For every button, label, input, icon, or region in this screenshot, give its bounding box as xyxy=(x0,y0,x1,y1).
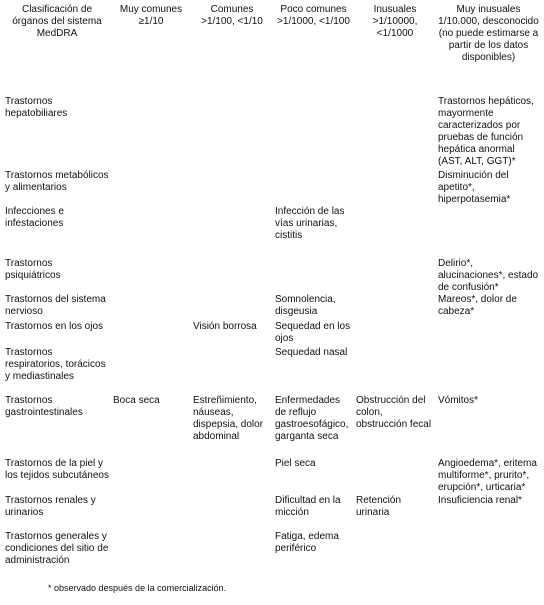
table-cell: Retención urinaria xyxy=(356,495,402,518)
header-organ-class: Clasificación de órganos del sistema MedDRA xyxy=(12,4,102,39)
table-cell xyxy=(436,531,541,571)
table-cell xyxy=(354,170,436,206)
table-cell xyxy=(111,96,191,170)
organ-class-cell: Trastornos en los ojos xyxy=(5,321,104,332)
table-cell: Trastornos hepáticos, mayormente caracterizados por pruebas de función hepática anormal (AST, ALT, GGT)* xyxy=(438,96,534,167)
organ-class-cell: Trastornos del sistema nervioso xyxy=(5,294,106,317)
table-cell xyxy=(111,531,191,571)
header-common: Comunes >1/100, <1/10 xyxy=(201,4,263,27)
table-cell xyxy=(111,347,191,395)
table-cell xyxy=(191,294,273,321)
table-cell: Visión borrosa xyxy=(193,321,257,332)
table-row xyxy=(3,531,541,571)
table-cell: Dificultad en la micción xyxy=(275,495,341,518)
table-cell xyxy=(273,96,354,170)
table-cell xyxy=(354,294,436,321)
table-cell xyxy=(354,347,436,395)
table-row xyxy=(3,206,541,258)
table-cell xyxy=(111,458,191,495)
table-cell: Vómitos* xyxy=(438,395,479,406)
table-cell xyxy=(191,170,273,206)
header-very-common: Muy comunes ≥1/10 xyxy=(119,4,183,27)
table-cell xyxy=(354,206,436,258)
table-cell xyxy=(191,495,273,531)
organ-class-cell: Trastornos renales y urinarios xyxy=(5,495,96,518)
table-cell xyxy=(111,294,191,321)
table-cell xyxy=(191,531,273,571)
table-row xyxy=(3,395,541,458)
table-cell xyxy=(273,258,354,294)
header-very-rare: Muy inusuales 1/10.000, desconocido (no puede estimarse a partir de los datos disponibles) xyxy=(438,4,539,63)
table-row xyxy=(3,347,541,395)
table-cell xyxy=(354,258,436,294)
table-row xyxy=(3,321,541,347)
table-cell: Piel seca xyxy=(275,458,316,469)
organ-class-cell: Trastornos hepatobiliares xyxy=(5,96,68,119)
header-rare: Inusuales >1/10000, <1/1000 xyxy=(372,4,418,39)
table-cell xyxy=(191,96,273,170)
table-row xyxy=(3,458,541,495)
organ-class-cell: Infecciones e infestaciones xyxy=(5,206,64,229)
organ-class-cell: Trastornos psiquiátricos xyxy=(5,258,61,281)
table-cell xyxy=(111,495,191,531)
table-cell: Boca seca xyxy=(113,395,160,406)
table-cell: Infección de las vías urinarias, cistitis xyxy=(275,206,345,241)
table-cell xyxy=(436,321,541,347)
table-cell xyxy=(191,347,273,395)
organ-class-cell: Trastornos de la piel y los tejidos subcutáneos xyxy=(5,458,109,481)
table-cell xyxy=(354,531,436,571)
organ-class-cell: Trastornos metabólicos y alimentarios xyxy=(5,170,109,193)
table-cell xyxy=(191,206,273,258)
organ-class-cell: Trastornos respiratorios, torácicos y mediastinales xyxy=(5,347,106,382)
table-cell xyxy=(111,170,191,206)
table-cell xyxy=(111,258,191,294)
header-uncommon: Poco comunes >1/1000, <1/100 xyxy=(277,4,350,27)
table-cell xyxy=(436,206,541,258)
table-cell: Delirio*, alucinaciones*, estado de confusión* xyxy=(438,258,539,293)
table-cell xyxy=(354,458,436,495)
footnote: * observado después de la comercialización. xyxy=(48,583,227,593)
organ-class-cell: Trastornos generales y condiciones del sitio de administración xyxy=(5,531,109,566)
table-cell: Angioedema*, eritema multiforme*, prurito*, erupción*, urticaria* xyxy=(438,458,537,493)
table-cell: Mareos*, dolor de cabeza* xyxy=(438,294,517,317)
table-cell: Insuficiencia renal* xyxy=(438,495,522,506)
table-cell xyxy=(436,347,541,395)
adverse-reactions-table xyxy=(3,4,541,571)
table-cell xyxy=(191,258,273,294)
table-row xyxy=(3,495,541,531)
table-cell xyxy=(354,321,436,347)
table-row xyxy=(3,258,541,294)
table-cell xyxy=(191,458,273,495)
table-cell: Enfermedades de reflujo gastroesofágico, garganta seca xyxy=(275,395,349,442)
organ-class-cell: Trastornos gastrointestinales xyxy=(5,395,83,418)
table-row xyxy=(3,170,541,206)
table-cell: Obstrucción del colon, obstrucción fecal xyxy=(356,395,432,430)
table-row xyxy=(3,96,541,170)
table-cell: Fatiga, edema periférico xyxy=(275,531,339,554)
table-cell xyxy=(111,206,191,258)
table-cell xyxy=(273,170,354,206)
table-header-row xyxy=(3,4,541,96)
table-cell: Sequedad nasal xyxy=(275,347,348,358)
table-cell: Disminución del apetito*, hiperpotasemia* xyxy=(438,170,511,205)
table-cell: Sequedad en los ojos xyxy=(275,321,351,344)
table-cell xyxy=(354,96,436,170)
table-cell xyxy=(111,321,191,347)
table-cell: Somnolencia, disgeusia xyxy=(275,294,336,317)
table-cell: Estreñimiento, náuseas, dispepsia, dolor abdominal xyxy=(193,395,264,442)
table-row xyxy=(3,294,541,321)
